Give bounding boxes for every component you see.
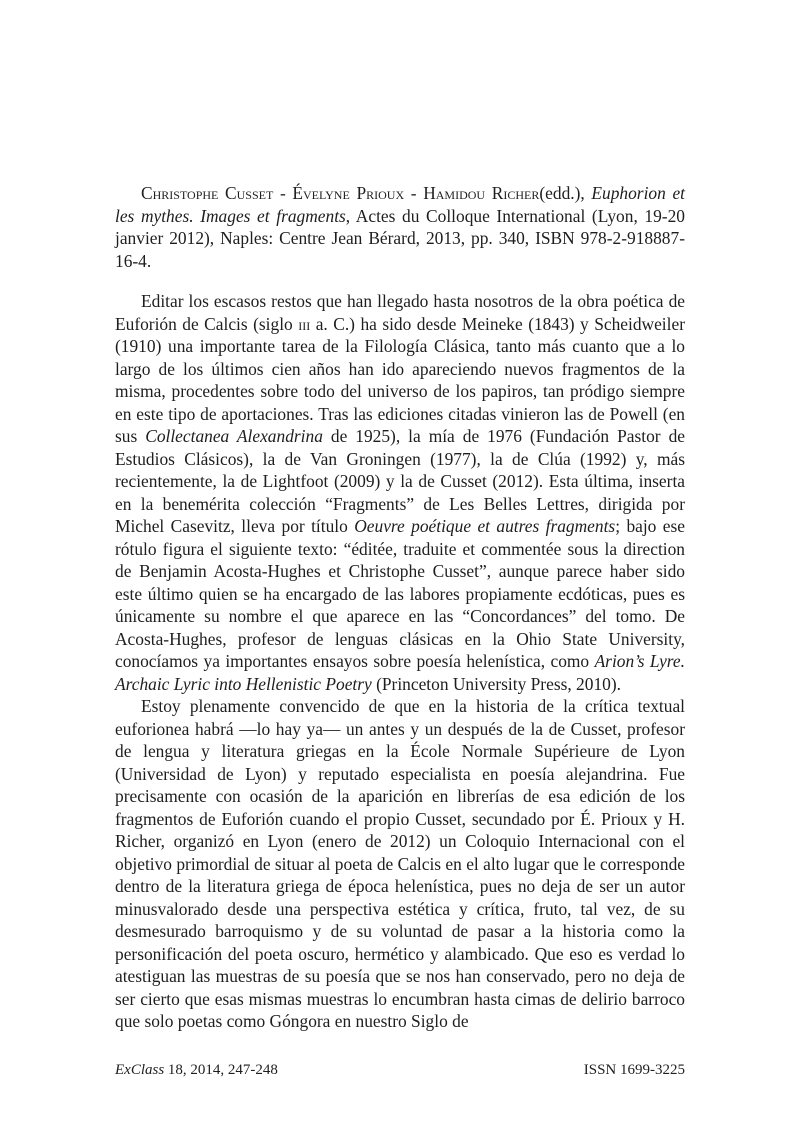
p1-text-5: (Princeton University Press, 2010).: [371, 673, 621, 694]
journal-citation: [115, 1061, 278, 1079]
p1-century: iii: [298, 313, 311, 334]
p1-text-3: de 1925), la mía de 1976 (Fundación Pastor de Estudios Clásicos), la de Van Groningen (1977), la de Clúa (1992) y, más recientemente, la de Lightfoot (2009) y la de Cusset (2012). Esta última, inserta en la benemérita colección “Fragments” de Les Belles Lettres, dirigida por Michel Casevitz, lleva por título: [115, 426, 685, 536]
p1-italic-oeuvre: Oeuvre poétique et autres fragments: [354, 516, 616, 536]
page-footer: [115, 1061, 685, 1079]
reference-editors-note: (edd.),: [539, 183, 592, 203]
review-body: [115, 290, 685, 1033]
p1-text-1: Editar los escasos restos que han llegado hasta nosotros de la obra poética de Euforión de Calcis (siglo: [115, 291, 685, 334]
reference-title: Euphorion et les mythes. Images et fragments: [115, 183, 685, 226]
issn: ISSN 1699-3225: [583, 1062, 685, 1078]
p1-italic-collectanea: Collectanea Alexandrina: [145, 426, 323, 446]
p1-italic-arion: Arion’s Lyre. Archaic Lyric into Hellenistic Poetry: [115, 651, 685, 694]
paragraph-2: Estoy plenamente convencido de que en la historia de la crítica textual euforionea habrá —lo hay ya— un antes y un después de la de Cusset, profesor de lengua y literatura griegas en la École Normale Supérieure de Lyon (Universidad de Lyon) y reputado especialista en poesía alejandrina. Fue precisamente con ocasión de la aparición en librerías de esa edición de los fragmentos de Euforión cuando el propio Cusset, secundado por É. Prioux y H. Richer, organizó en Lyon (enero de 2012) un Coloquio Internacional con el objetivo primordial de situar al poeta de Calcis en el alto lugar que le corresponde dentro de la literatura griega de época helenística, pues no deja de ser un autor minusvalorado desde una perspectiva estética y crítica, fruto, tal vez, de su desmesurado barroquismo y de su voluntad de pasar a la historia como la personificación del poeta oscuro, hermético y alambicado. Que eso es verdad lo atestiguan las muestras de su poesía que se nos han conservado, pero no deja de ser cierto que esas mismas muestras lo encumbran hasta cimas de delirio barroco que solo poetas como Góngora en nuestro Siglo de: [115, 696, 685, 1031]
paragraph-1: [115, 290, 685, 695]
journal-name: ExClass: [115, 1062, 165, 1078]
p1-text-4: ; bajo ese rótulo figura el siguiente texto: “éditée, traduite et commentée sous la direction de Benjamin Acosta-Hughes et Christophe Cusset”, aunque parece haber sido este último quien se ha encargado de las labores propiamente ecdóticas, pues es únicamente su nombre el que aparece en las “Concordances” del tomo. De Acosta-Hughes, profesor de lenguas clásicas en la Ohio State University, conocíamos ya importantes ensayos sobre poesía helenística, como: [115, 516, 685, 671]
reference-authors: Christophe Cusset - Évelyne Prioux - Hamidou Richer: [141, 183, 540, 203]
p1-text-2: a. C.) ha sido desde Meineke (1843) y Scheidweiler (1910) una importante tarea de la Filología Clásica, tanto más cuanto que a lo largo de los últimos cien años han ido apareciendo nuevos fragmentos de la misma, procedentes sobre todo del universo de los papiros, tan pródigo siempre en este tipo de aportaciones. Tras las ediciones citadas vinieron las de Powell (en sus: [115, 313, 685, 446]
journal-volume: 18, 2014, 247-248: [164, 1062, 278, 1078]
reference-details: , Actes du Colloque International (Lyon, 19-20 janvier 2012), Naples: Centre Jean Bérard, 2013, pp. 340, ISBN 978-2-918887-16-4.: [115, 205, 685, 271]
bibliographic-reference: [115, 182, 685, 272]
